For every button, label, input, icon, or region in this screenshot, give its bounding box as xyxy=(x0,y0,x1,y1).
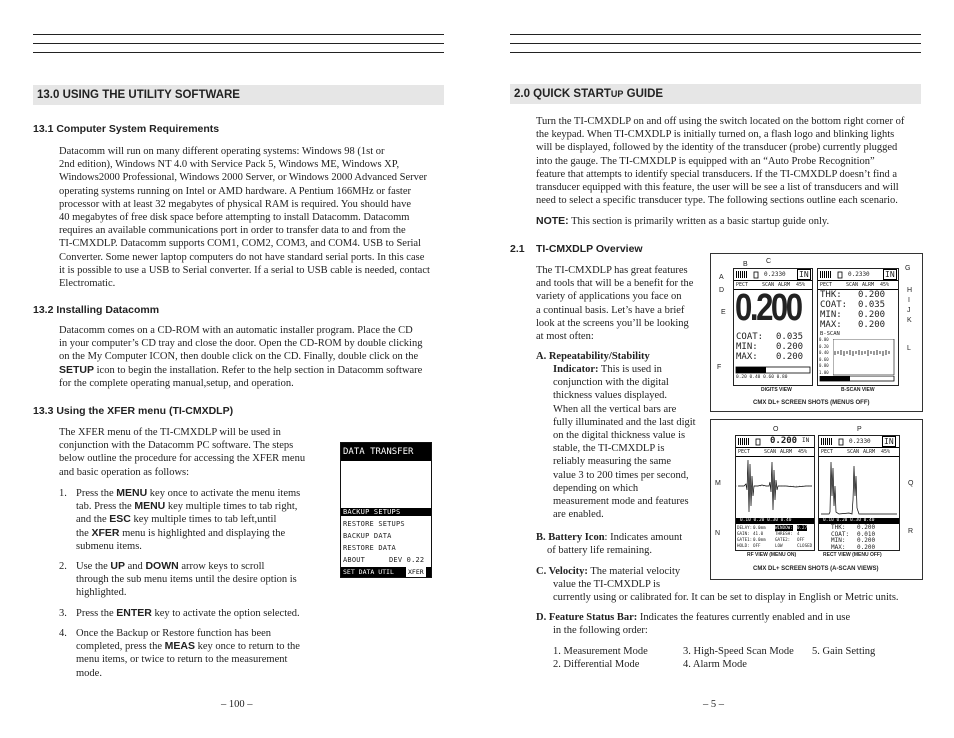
unit-badge: IN xyxy=(884,437,894,446)
xfer-menu-item: RESTORE SETUPS xyxy=(343,520,405,528)
text-line: stable, the TI-CMXDLP is xyxy=(553,443,665,455)
rf-menu-cell: 41.0 xyxy=(753,531,764,536)
min-label: MIN: xyxy=(831,537,846,544)
figure-caption: CMX DL+ SCREEN SHOTS (MENUS OFF) xyxy=(753,400,870,406)
callout-h: H xyxy=(907,287,913,294)
xfer-menu-item: BACKUP DATA xyxy=(343,532,392,540)
status-scan: SCAN xyxy=(846,282,859,288)
callout-q: Q xyxy=(908,480,914,487)
rf-view-screen xyxy=(735,435,815,551)
header-rule xyxy=(510,43,921,44)
rf-menu-cell: 0.27 xyxy=(797,525,808,530)
rect-view-screen xyxy=(818,435,900,551)
status-gain: 45% xyxy=(881,449,891,455)
subsection-heading: 13.2 Installing Datacomm xyxy=(33,304,160,316)
text-line: will be displayed, followed by the identity of the transducer (probe) currently plugged xyxy=(536,142,898,154)
ruler-labels: 0.10 0.20 0.30 0.40 xyxy=(740,518,792,523)
step-number: 4. xyxy=(59,628,67,639)
rf-menu-cell: OFF xyxy=(753,543,761,548)
text-line: on the digital thickness value is xyxy=(553,430,686,442)
xfer-tab-bar xyxy=(341,567,431,577)
status-scan: SCAN xyxy=(847,449,860,455)
step-number: 1. xyxy=(59,488,67,499)
scale-ticks: 0.20 0.40 0.60 0.80 xyxy=(736,375,788,380)
unit-badge: IN xyxy=(799,270,809,279)
digits-view-screen xyxy=(733,268,813,386)
bscan-tick-label: 0.20 xyxy=(819,343,829,349)
system-requirements-text xyxy=(59,145,449,290)
text-line: at most often: xyxy=(536,331,594,343)
header-rule xyxy=(33,52,444,53)
item-b: B. Battery Icon: Indicates amount of battery life remaining. xyxy=(536,532,683,557)
status-gain: 45% xyxy=(798,449,808,455)
xfer-about-value: DEV 0.22 xyxy=(389,556,425,564)
max-value: 0.200 xyxy=(857,543,876,551)
status-mode: PECT xyxy=(821,449,834,455)
bscan-tick-label: 1.00 xyxy=(819,369,829,375)
text-line: When all the vertical bars are xyxy=(553,403,677,415)
header-rule xyxy=(33,34,444,35)
big-thickness-value: 0.200 xyxy=(735,287,801,329)
max-label: MAX: xyxy=(831,543,846,551)
callout-p: P xyxy=(857,426,862,433)
text-line: thickness values displayed. xyxy=(553,390,668,402)
thk-label: THK: xyxy=(831,524,846,531)
xfer-tab-left: SET DATA UTIL xyxy=(343,568,394,576)
min-label: MIN: xyxy=(820,310,842,320)
figure-digits-bscan xyxy=(710,253,923,412)
callout-l: L xyxy=(907,345,911,352)
thk-value: 0.200 xyxy=(857,524,876,531)
text-line: look at the screens you’ll be looking xyxy=(536,317,689,329)
bscan-view-screen xyxy=(817,268,899,386)
text-line: below outline the procedure for accessing the XFER menu xyxy=(59,453,306,465)
text-line: processor with at least 32 megabytes of physical RAM is required. You should have xyxy=(59,198,411,210)
note: NOTE: This section is primarily written as a basic startup guide only. xyxy=(536,215,830,227)
text-line: and basic operation as follows: xyxy=(59,466,190,478)
status-alarm: ALRM xyxy=(862,282,875,288)
rf-menu-cell: 0.0mm xyxy=(753,525,766,530)
xfer-intro-text xyxy=(59,426,329,479)
callout-a: A xyxy=(719,274,724,281)
overview-text xyxy=(536,264,711,343)
rf-menu-cell: GAIN: xyxy=(737,531,750,536)
coat-value: 0.035 xyxy=(858,300,886,310)
min-value: 0.200 xyxy=(776,342,804,352)
rf-menu-cell: HOLD: xyxy=(737,543,750,548)
xfer-tab-active: XFER xyxy=(408,568,424,576)
text-line: Converter. Some newer laptop computers do not have standard serial ports. In this case xyxy=(59,251,425,263)
caption-bscan-view: B-SCAN VIEW xyxy=(841,387,875,393)
installing-datacomm-text: Datacomm comes on a CD-ROM with an automatic installer program. Place the CD in your computer’s CD tray and close the door. Open the CD-ROM by double clicking on the My Computer ICON, then double click on the CD. Finally, double click on the SETUP icon to begin the installation. Refer to the help section in Datacomm software for the complete operating manual,setup, and operation. xyxy=(59,325,423,389)
step-3-text: Press the ENTER key to activate the option selected. xyxy=(76,607,300,619)
rf-menu-cell: 0.0mm xyxy=(753,537,766,542)
section-title: 13.0 USING THE UTILITY SOFTWARE xyxy=(33,85,444,105)
subsection-heading: 13.3 Using the XFER menu (TI-CMXDLP) xyxy=(33,405,234,417)
text-line: requires an available communications port in order to transfer data to and from the xyxy=(59,225,406,237)
xfer-screen xyxy=(340,442,432,578)
text-line: Indicator: This is used in xyxy=(553,364,662,375)
status-scan: SCAN xyxy=(762,282,775,288)
text-line: conjunction with the Datacomm PC software. The steps xyxy=(59,440,294,452)
text-line: a continual basis. Let’s have a brief xyxy=(536,304,685,316)
thk-label: THK: xyxy=(820,290,842,300)
text-line: TI-CMXDLP. Datacomm supports COM1, COM2, COM3, and COM4. USB to Serial xyxy=(59,238,421,250)
setup-key: SETUP xyxy=(59,363,95,376)
text-line: Electromatic. xyxy=(59,278,116,290)
bscan-tick-label: 0.00 xyxy=(819,337,829,342)
text-line: variety of applications you face on xyxy=(536,291,682,303)
rf-menu-cell: WINDOW: xyxy=(775,525,793,530)
bscan-tick-label: 0.80 xyxy=(819,363,829,368)
text-line: Turn the TI-CMXDLP on and off using the switch located on the bottom right corner of xyxy=(536,116,905,127)
text-line: value 3 to 200 times per second, xyxy=(553,469,689,481)
text-line: need to select a specific transducer type. The following sections outline each scenario. xyxy=(536,195,898,207)
text-line: Windows2000 Professional, Windows 2000 Server, or Windows 2000 Advanced Server xyxy=(59,172,428,184)
coat-label: COAT: xyxy=(820,300,848,310)
callout-g: G xyxy=(905,265,911,272)
header-rule xyxy=(510,34,921,35)
scale-bar xyxy=(818,376,898,382)
status-gain: 45% xyxy=(880,282,890,288)
status-scan: SCAN xyxy=(764,449,777,455)
subsection-heading: 13.1 Computer System Requirements xyxy=(33,123,220,135)
min-label: MIN: xyxy=(736,342,758,352)
rf-waveform xyxy=(736,456,814,516)
status-gain: 45% xyxy=(796,282,806,288)
callout-c: C xyxy=(766,258,772,265)
callout-n: N xyxy=(715,530,721,537)
rf-menu-cell: LOW xyxy=(775,543,783,548)
text-line: operating systems running on Intel or AMD hardware. A Pentium 166MHz or faster xyxy=(59,185,411,197)
callout-b: B xyxy=(743,261,748,268)
coat-label: COAT: xyxy=(736,332,764,342)
bscan-plot xyxy=(833,339,895,379)
text-line: reliably measuring the same xyxy=(553,456,672,468)
rf-menu-cell: CLOSED xyxy=(797,543,813,548)
text-line: are enabled. xyxy=(553,509,604,521)
rf-menu-cell: DELAY: xyxy=(737,525,753,530)
caption-digits-view: DIGITS VIEW xyxy=(761,387,792,393)
coat-value: 0.035 xyxy=(776,332,804,342)
page-number: – 5 – xyxy=(703,699,724,710)
ruler-labels: 0.10 0.20 0.30 0.40 xyxy=(823,518,875,523)
callout-m: M xyxy=(715,480,721,487)
rf-menu-cell: OFF xyxy=(797,537,805,542)
item-d: D. Feature Status Bar: Indicates the features currently enabled and in use in the following order: xyxy=(536,612,851,637)
xfer-screen-title: DATA TRANSFER xyxy=(341,443,431,461)
unit-badge: IN xyxy=(885,270,895,279)
text-line: into the gauge. The TI-CMXDLP is equipped with an “Auto Probe Recognition” xyxy=(536,155,875,167)
callout-f: F xyxy=(717,364,722,371)
caption-rect-view: RECT VIEW (MENU OFF) xyxy=(823,552,882,558)
item-a-text xyxy=(553,363,713,521)
text-line: The XFER menu of the TI-CMXDLP will be used in xyxy=(59,427,281,438)
bscan-tick-label: 0.60 xyxy=(819,356,829,362)
header-rule xyxy=(33,43,444,44)
thk-value: 0.200 xyxy=(858,290,886,300)
rf-menu-row[interactable] xyxy=(737,543,813,549)
callout-i: I xyxy=(908,297,910,304)
max-label: MAX: xyxy=(820,320,842,330)
step-4-text: Once the Backup or Restore function has been completed, press the MEAS key once to return to the menu items, or twice to return to the measurement mode. xyxy=(76,628,300,679)
velocity-readout: 0.2330 xyxy=(849,438,871,445)
text-line: measurement mode and features xyxy=(553,496,689,508)
status-alarm: ALRM xyxy=(863,449,876,455)
xfer-menu-item: BACKUP SETUPS xyxy=(341,508,431,516)
subsection-heading: TI-CMXDLP Overview xyxy=(536,243,643,255)
status-mode: PECT xyxy=(736,282,749,288)
text-line: 40 megabytes of free disk space before attempting to install Datacomm. Datacomm xyxy=(59,212,410,224)
item-a-label: Indicator: xyxy=(553,364,599,375)
min-value: 0.200 xyxy=(858,310,886,320)
header-rule xyxy=(510,52,921,53)
caption-rf-view: RF VIEW (MENU ON) xyxy=(747,552,797,558)
callout-o: O xyxy=(773,426,779,433)
max-value: 0.200 xyxy=(776,352,804,362)
rf-menu-cell: THRESH: xyxy=(775,531,793,536)
text-line: The TI-CMXDLP has great features xyxy=(536,265,688,276)
xfer-menu-item: ABOUT xyxy=(343,556,366,564)
status-mode: PECT xyxy=(820,282,833,288)
velocity-readout: 0.2330 xyxy=(848,271,870,278)
item-a: A. Repeatability/Stability xyxy=(536,351,650,362)
step-number: 2. xyxy=(59,561,67,572)
status-alarm: ALRM xyxy=(780,449,793,455)
text-line: depending on which xyxy=(553,482,639,494)
subsection-number: 2.1 xyxy=(510,243,525,255)
step-1-text: Press the MENU key once to activate the menu items tab. Press the MENU key multiple times to tab right, and the ESC key multiple times to tab left,until the XFER menu is highlighted and displaying the submenu items. xyxy=(76,487,301,552)
step-2-text: Use the UP and DOWN arrow keys to scroll through the sub menu items until the desire option is highlighted. xyxy=(76,560,297,599)
rect-waveform xyxy=(819,456,899,516)
figure-ascan xyxy=(710,419,923,580)
min-value: 0.200 xyxy=(857,537,876,544)
text-line: and tools that will be a benefit for the xyxy=(536,278,694,290)
figure-caption: CMX DL+ SCREEN SHOTS (A-SCAN VIEWS) xyxy=(753,566,879,572)
bscan-label: B-SCAN xyxy=(820,331,840,337)
rf-menu-cell: 4 xyxy=(797,531,800,536)
text-line: the keypad. When TI-CMXDLP is initially turned on, a flash logo and blinking lights xyxy=(536,129,895,141)
text-line: feature that attempts to identify special transducers. If the TI-CMXDLP doesn’t find a xyxy=(536,168,898,180)
status-alarm: ALRM xyxy=(778,282,791,288)
max-label: MAX: xyxy=(736,352,758,362)
callout-e: E xyxy=(721,309,726,316)
bscan-tick-label: 0.40 xyxy=(819,350,829,355)
callout-k: K xyxy=(907,317,912,324)
page-number: – 100 – xyxy=(221,699,253,710)
callout-j: J xyxy=(907,307,911,314)
velocity-readout: 0.2330 xyxy=(764,271,786,278)
text-line: fully illuminated and the last digit xyxy=(553,416,696,428)
text-line: transducer equipped with this feature, the user will be see a list of transducers and will xyxy=(536,182,899,194)
text-line: conjunction with the digital xyxy=(553,377,669,389)
section-title: 2.0 QUICK STARTUP GUIDE xyxy=(510,84,921,104)
rf-menu-cell: GATE1: xyxy=(737,537,753,542)
quickstart-intro xyxy=(536,115,926,207)
ascan-value: 0.200 xyxy=(770,436,798,446)
rf-menu-cell: GATE2: xyxy=(775,537,791,542)
step-number: 3. xyxy=(59,608,67,619)
callout-r: R xyxy=(908,528,914,535)
text-line: Datacomm will run on many different operating systems: Windows 98 (1st or xyxy=(59,146,385,157)
max-value: 0.200 xyxy=(858,320,886,330)
status-mode: PECT xyxy=(738,449,751,455)
unit-badge: IN xyxy=(802,437,810,444)
text-line: it is possible to use a USB to Serial converter. If a serial to USB cable is needed, contact xyxy=(59,264,430,276)
item-c: C. Velocity: The material velocity value the TI-CMXDLP is currently using or calibrated for. It can be set to display in English or Metric units. xyxy=(536,566,899,604)
coat-value: 0.010 xyxy=(857,530,876,538)
xfer-menu-item: RESTORE DATA xyxy=(343,544,396,552)
callout-d: D xyxy=(719,287,725,294)
coat-label: COAT: xyxy=(831,530,850,538)
text-line: 2nd edition), Windows NT 4.0 with Service Pack 5, Windows ME, Windows XP, xyxy=(59,159,400,171)
